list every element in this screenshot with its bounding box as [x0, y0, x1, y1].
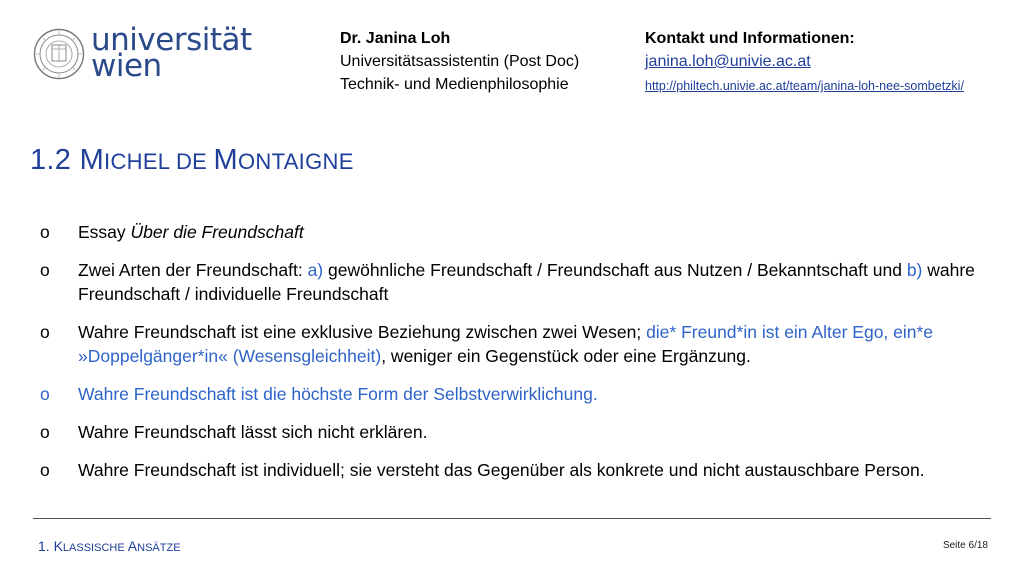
bullet-text-highlight: die* Freund*in ist ein Alter Ego, ein*e »Doppelgänger*in« (Wesensgleichheit) — [78, 322, 934, 366]
footer-number: 1. — [38, 538, 54, 554]
list-item — [40, 382, 990, 406]
bullet-text: Wahre Freundschaft ist eine exklusive Beziehung zwischen zwei Wesen; — [78, 322, 647, 342]
author-position: Universitätsassistentin (Post Doc) — [340, 53, 580, 70]
bullet-marker: o — [40, 422, 50, 442]
bullet-text: Wahre Freundschaft lässt sich nicht erklären. — [78, 422, 428, 442]
university-wordmark — [91, 22, 252, 84]
list-item — [40, 220, 990, 244]
footer-initial-k: K — [53, 538, 63, 554]
footer-divider — [33, 518, 991, 519]
bullet-marker: o — [40, 222, 50, 242]
page-number: Seite 6/18 — [942, 540, 988, 551]
title-initial-m: M — [79, 144, 105, 176]
title-smallcaps-ontaigne: ONTAIGNE — [238, 149, 354, 174]
title-number: 1.2 — [30, 144, 80, 176]
bullet-text: wahre Freundschaft / individuelle Freundschaft — [78, 260, 975, 304]
bullet-text: Wahre Freundschaft ist individuell; sie versteht das Gegenüber als konkrete und nicht austauschbare Person. — [78, 460, 925, 480]
wordmark-line-1: universität — [91, 22, 252, 58]
bullet-text: , weniger ein Gegenstück oder eine Ergänzung. — [381, 346, 751, 366]
list-item — [40, 420, 990, 444]
contact-block — [645, 27, 964, 95]
author-department: Technik- und Medienphilosophie — [340, 76, 569, 93]
bullet-marker: o — [40, 260, 50, 280]
footer-smallcaps-nsaetze: NSÄTZE — [137, 542, 181, 554]
university-logo — [33, 22, 252, 84]
bullet-text-highlight: b) — [906, 260, 923, 280]
title-smallcaps-de: DE — [169, 149, 214, 174]
bullet-text-highlight: Wahre Freundschaft ist die höchste Form der Selbstverwirklichung. — [78, 384, 598, 404]
email-link[interactable]: janina.loh@univie.ac.at — [645, 53, 811, 70]
title-smallcaps-ichel: ICHEL — [104, 149, 170, 174]
list-item — [40, 258, 990, 306]
list-item — [40, 320, 990, 368]
footer-section-label — [38, 538, 181, 554]
slide-title — [30, 144, 354, 177]
bullet-marker: o — [40, 322, 50, 342]
bullet-text-italic: Über die Freundschaft — [130, 222, 304, 242]
bullet-marker: o — [40, 384, 50, 404]
author-block — [340, 27, 579, 96]
bullet-list — [40, 220, 990, 496]
footer-initial-a: A — [127, 538, 138, 554]
website-link[interactable]: http://philtech.univie.ac.at/team/janina-loh-nee-sombetzki/ — [645, 79, 964, 93]
contact-label: Kontakt und Informationen: — [645, 30, 855, 47]
footer-smallcaps-lassische: LASSISCHE — [62, 542, 125, 554]
bullet-text: gewöhnliche Freundschaft / Freundschaft aus Nutzen / Bekanntschaft und — [323, 260, 907, 280]
bullet-text: Essay — [78, 222, 131, 242]
author-name: Dr. Janina Loh — [340, 30, 451, 47]
bullet-text: Zwei Arten der Freundschaft: — [78, 260, 308, 280]
wordmark-line-2: wien — [91, 48, 162, 84]
title-initial-mo: M — [213, 144, 238, 176]
bullet-text-highlight: a) — [307, 260, 324, 280]
bullet-marker: o — [40, 460, 50, 480]
list-item — [40, 458, 990, 482]
university-seal-icon — [33, 28, 85, 80]
